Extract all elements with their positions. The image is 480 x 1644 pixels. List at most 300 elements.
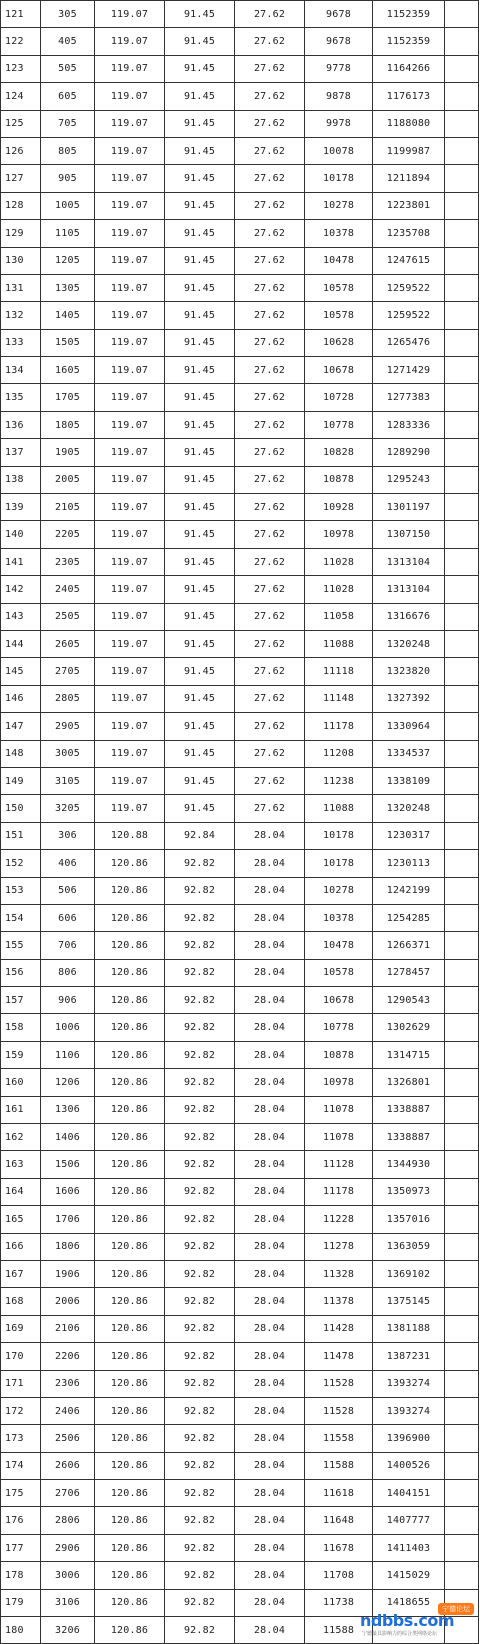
shared-area-cell: 27.62 — [235, 439, 305, 466]
inner-area-cell: 91.45 — [165, 740, 235, 767]
table-row — [1, 767, 479, 794]
table-row — [1, 1452, 479, 1479]
row-number-cell: 157 — [1, 987, 41, 1014]
empty-cell — [445, 822, 479, 849]
row-number-cell: 131 — [1, 274, 41, 301]
row-number-cell: 135 — [1, 384, 41, 411]
table-row — [1, 384, 479, 411]
unit-cell: 1206 — [41, 1069, 95, 1096]
empty-cell — [445, 959, 479, 986]
unit-price-cell: 10078 — [305, 137, 373, 164]
shared-area-cell: 28.04 — [235, 1370, 305, 1397]
inner-area-cell: 91.45 — [165, 302, 235, 329]
row-number-cell: 151 — [1, 822, 41, 849]
total-price-cell: 1313104 — [373, 548, 445, 575]
row-number-cell: 150 — [1, 795, 41, 822]
inner-area-cell: 91.45 — [165, 384, 235, 411]
gross-area-cell: 119.07 — [95, 55, 165, 82]
shared-area-cell: 28.04 — [235, 959, 305, 986]
row-number-cell: 162 — [1, 1124, 41, 1151]
table-row — [1, 959, 479, 986]
unit-cell: 2506 — [41, 1425, 95, 1452]
inner-area-cell: 91.45 — [165, 494, 235, 521]
shared-area-cell: 27.62 — [235, 247, 305, 274]
gross-area-cell: 119.07 — [95, 83, 165, 110]
unit-cell: 706 — [41, 932, 95, 959]
empty-cell — [445, 110, 479, 137]
table-row — [1, 329, 479, 356]
inner-area-cell: 91.45 — [165, 411, 235, 438]
total-price-cell: 1247615 — [373, 247, 445, 274]
empty-cell — [445, 1534, 479, 1561]
gross-area-cell: 119.07 — [95, 603, 165, 630]
total-price-cell: 1289290 — [373, 439, 445, 466]
total-price-cell: 1230317 — [373, 822, 445, 849]
shared-area-cell: 28.04 — [235, 1260, 305, 1287]
unit-cell: 1105 — [41, 220, 95, 247]
unit-price-cell: 11088 — [305, 630, 373, 657]
unit-price-cell: 10678 — [305, 987, 373, 1014]
shared-area-cell: 27.62 — [235, 302, 305, 329]
row-number-cell: 148 — [1, 740, 41, 767]
empty-cell — [445, 466, 479, 493]
inner-area-cell: 91.45 — [165, 439, 235, 466]
row-number-cell: 121 — [1, 1, 41, 28]
unit-cell: 3106 — [41, 1589, 95, 1616]
gross-area-cell: 119.07 — [95, 548, 165, 575]
inner-area-cell: 92.82 — [165, 1425, 235, 1452]
unit-cell: 1005 — [41, 192, 95, 219]
inner-area-cell: 92.82 — [165, 1315, 235, 1342]
row-number-cell: 127 — [1, 165, 41, 192]
empty-cell — [445, 192, 479, 219]
total-price-cell: 1295243 — [373, 466, 445, 493]
gross-area-cell: 120.86 — [95, 1069, 165, 1096]
inner-area-cell: 92.82 — [165, 1151, 235, 1178]
row-number-cell: 138 — [1, 466, 41, 493]
total-price-cell: 1393274 — [373, 1370, 445, 1397]
unit-cell: 2606 — [41, 1452, 95, 1479]
shared-area-cell: 27.62 — [235, 658, 305, 685]
total-price-cell: 1393274 — [373, 1397, 445, 1424]
shared-area-cell: 28.04 — [235, 1096, 305, 1123]
empty-cell — [445, 384, 479, 411]
table-row — [1, 439, 479, 466]
unit-price-cell: 9778 — [305, 55, 373, 82]
unit-price-cell: 11178 — [305, 1178, 373, 1205]
table-row — [1, 603, 479, 630]
row-number-cell: 155 — [1, 932, 41, 959]
unit-price-cell: 11478 — [305, 1343, 373, 1370]
table-row — [1, 850, 479, 877]
unit-price-cell: 10478 — [305, 932, 373, 959]
inner-area-cell: 92.82 — [165, 904, 235, 931]
table-row — [1, 466, 479, 493]
empty-cell — [445, 137, 479, 164]
gross-area-cell: 119.07 — [95, 247, 165, 274]
unit-cell: 305 — [41, 1, 95, 28]
total-price-cell: 1199987 — [373, 137, 445, 164]
inner-area-cell: 92.82 — [165, 1343, 235, 1370]
row-number-cell: 140 — [1, 521, 41, 548]
gross-area-cell: 120.86 — [95, 1315, 165, 1342]
total-price-cell: 1316676 — [373, 603, 445, 630]
row-number-cell: 153 — [1, 877, 41, 904]
table-row — [1, 55, 479, 82]
total-price-cell: 1375145 — [373, 1288, 445, 1315]
inner-area-cell: 92.82 — [165, 877, 235, 904]
unit-cell: 605 — [41, 83, 95, 110]
unit-price-cell: 11558 — [305, 1425, 373, 1452]
unit-price-cell: 10678 — [305, 357, 373, 384]
unit-price-cell: 11648 — [305, 1507, 373, 1534]
unit-price-cell: 11128 — [305, 1151, 373, 1178]
total-price-cell: 1254285 — [373, 904, 445, 931]
row-number-cell: 154 — [1, 904, 41, 931]
table-row — [1, 1124, 479, 1151]
table-row — [1, 795, 479, 822]
gross-area-cell: 119.07 — [95, 110, 165, 137]
empty-cell — [445, 274, 479, 301]
row-number-cell: 123 — [1, 55, 41, 82]
table-row — [1, 1, 479, 28]
gross-area-cell: 120.86 — [95, 1589, 165, 1616]
gross-area-cell: 120.86 — [95, 1151, 165, 1178]
unit-cell: 1905 — [41, 439, 95, 466]
unit-price-cell: 11178 — [305, 713, 373, 740]
table-row — [1, 494, 479, 521]
unit-cell: 3105 — [41, 767, 95, 794]
table-body — [1, 1, 479, 1644]
row-number-cell: 125 — [1, 110, 41, 137]
table-row — [1, 1425, 479, 1452]
inner-area-cell: 92.82 — [165, 1452, 235, 1479]
gross-area-cell: 120.86 — [95, 850, 165, 877]
total-price-cell: 1266371 — [373, 932, 445, 959]
row-number-cell: 178 — [1, 1562, 41, 1589]
shared-area-cell: 27.62 — [235, 767, 305, 794]
gross-area-cell: 120.88 — [95, 822, 165, 849]
table-row — [1, 357, 479, 384]
inner-area-cell: 91.45 — [165, 685, 235, 712]
table-row — [1, 822, 479, 849]
shared-area-cell: 28.04 — [235, 904, 305, 931]
unit-cell: 905 — [41, 165, 95, 192]
unit-price-cell: 10378 — [305, 220, 373, 247]
empty-cell — [445, 494, 479, 521]
inner-area-cell: 92.82 — [165, 932, 235, 959]
unit-cell: 3205 — [41, 795, 95, 822]
inner-area-cell: 92.82 — [165, 1178, 235, 1205]
unit-price-cell: 11708 — [305, 1562, 373, 1589]
gross-area-cell: 119.07 — [95, 357, 165, 384]
total-price-cell: 1277383 — [373, 384, 445, 411]
gross-area-cell: 119.07 — [95, 165, 165, 192]
unit-price-cell: 9878 — [305, 83, 373, 110]
table-row — [1, 740, 479, 767]
shared-area-cell: 27.62 — [235, 466, 305, 493]
unit-cell: 2505 — [41, 603, 95, 630]
watermark-logo: ndbbs.com — [360, 1611, 454, 1630]
row-number-cell: 124 — [1, 83, 41, 110]
total-price-cell: 1301197 — [373, 494, 445, 521]
unit-cell: 2605 — [41, 630, 95, 657]
unit-price-cell: 10978 — [305, 1069, 373, 1096]
unit-cell: 1305 — [41, 274, 95, 301]
table-row — [1, 1534, 479, 1561]
table-row — [1, 1151, 479, 1178]
unit-cell: 2005 — [41, 466, 95, 493]
shared-area-cell: 27.62 — [235, 329, 305, 356]
gross-area-cell: 119.07 — [95, 466, 165, 493]
inner-area-cell: 92.82 — [165, 1124, 235, 1151]
shared-area-cell: 27.62 — [235, 576, 305, 603]
shared-area-cell: 27.62 — [235, 274, 305, 301]
gross-area-cell: 120.86 — [95, 1343, 165, 1370]
shared-area-cell: 28.04 — [235, 1315, 305, 1342]
empty-cell — [445, 932, 479, 959]
unit-cell: 1106 — [41, 1041, 95, 1068]
empty-cell — [445, 1178, 479, 1205]
row-number-cell: 161 — [1, 1096, 41, 1123]
shared-area-cell: 27.62 — [235, 521, 305, 548]
gross-area-cell: 120.86 — [95, 1206, 165, 1233]
inner-area-cell: 91.45 — [165, 55, 235, 82]
inner-area-cell: 91.45 — [165, 165, 235, 192]
unit-price-cell: 10778 — [305, 1014, 373, 1041]
unit-cell: 1706 — [41, 1206, 95, 1233]
row-number-cell: 174 — [1, 1452, 41, 1479]
inner-area-cell: 92.84 — [165, 822, 235, 849]
total-price-cell: 1404151 — [373, 1480, 445, 1507]
total-price-cell: 1211894 — [373, 165, 445, 192]
inner-area-cell: 91.45 — [165, 548, 235, 575]
inner-area-cell: 91.45 — [165, 220, 235, 247]
table-row — [1, 411, 479, 438]
inner-area-cell: 92.82 — [165, 1260, 235, 1287]
empty-cell — [445, 1507, 479, 1534]
shared-area-cell: 28.04 — [235, 1397, 305, 1424]
inner-area-cell: 91.45 — [165, 521, 235, 548]
table-row — [1, 1370, 479, 1397]
shared-area-cell: 27.62 — [235, 411, 305, 438]
inner-area-cell: 92.82 — [165, 1014, 235, 1041]
empty-cell — [445, 1370, 479, 1397]
row-number-cell: 171 — [1, 1370, 41, 1397]
unit-price-cell: 11528 — [305, 1397, 373, 1424]
unit-price-cell: 10278 — [305, 877, 373, 904]
unit-cell: 3005 — [41, 740, 95, 767]
inner-area-cell: 92.82 — [165, 1370, 235, 1397]
table-row — [1, 987, 479, 1014]
unit-price-cell: 10578 — [305, 959, 373, 986]
gross-area-cell: 120.86 — [95, 959, 165, 986]
unit-cell: 606 — [41, 904, 95, 931]
unit-cell: 805 — [41, 137, 95, 164]
row-number-cell: 141 — [1, 548, 41, 575]
gross-area-cell: 120.86 — [95, 932, 165, 959]
gross-area-cell: 120.86 — [95, 1480, 165, 1507]
table-row — [1, 630, 479, 657]
total-price-cell: 1188080 — [373, 110, 445, 137]
total-price-cell: 1338887 — [373, 1096, 445, 1123]
total-price-cell: 1265476 — [373, 329, 445, 356]
table-row — [1, 110, 479, 137]
total-price-cell: 1259522 — [373, 274, 445, 301]
table-row — [1, 548, 479, 575]
empty-cell — [445, 1233, 479, 1260]
empty-cell — [445, 658, 479, 685]
gross-area-cell: 119.07 — [95, 685, 165, 712]
empty-cell — [445, 548, 479, 575]
shared-area-cell: 27.62 — [235, 740, 305, 767]
total-price-cell: 1326801 — [373, 1069, 445, 1096]
inner-area-cell: 91.45 — [165, 767, 235, 794]
total-price-cell: 1320248 — [373, 630, 445, 657]
unit-cell: 2306 — [41, 1370, 95, 1397]
unit-cell: 2806 — [41, 1507, 95, 1534]
row-number-cell: 143 — [1, 603, 41, 630]
empty-cell — [445, 713, 479, 740]
unit-cell: 505 — [41, 55, 95, 82]
gross-area-cell: 119.07 — [95, 576, 165, 603]
empty-cell — [445, 1069, 479, 1096]
shared-area-cell: 27.62 — [235, 220, 305, 247]
gross-area-cell: 120.86 — [95, 987, 165, 1014]
table-row — [1, 576, 479, 603]
empty-cell — [445, 247, 479, 274]
row-number-cell: 136 — [1, 411, 41, 438]
inner-area-cell: 92.82 — [165, 1206, 235, 1233]
table-row — [1, 877, 479, 904]
unit-cell: 2906 — [41, 1534, 95, 1561]
inner-area-cell: 91.45 — [165, 274, 235, 301]
site-watermark — [360, 1603, 478, 1637]
unit-price-cell: 10178 — [305, 850, 373, 877]
unit-cell: 2305 — [41, 548, 95, 575]
gross-area-cell: 120.86 — [95, 1397, 165, 1424]
unit-cell: 806 — [41, 959, 95, 986]
total-price-cell: 1400526 — [373, 1452, 445, 1479]
table-row — [1, 685, 479, 712]
unit-price-cell: 11528 — [305, 1370, 373, 1397]
unit-cell: 1606 — [41, 1178, 95, 1205]
table-row — [1, 1480, 479, 1507]
unit-price-cell: 11278 — [305, 1233, 373, 1260]
table-row — [1, 932, 479, 959]
shared-area-cell: 28.04 — [235, 822, 305, 849]
total-price-cell: 1330964 — [373, 713, 445, 740]
gross-area-cell: 119.07 — [95, 795, 165, 822]
shared-area-cell: 28.04 — [235, 850, 305, 877]
shared-area-cell: 27.62 — [235, 55, 305, 82]
inner-area-cell: 91.45 — [165, 137, 235, 164]
table-row — [1, 1260, 479, 1287]
table-row — [1, 165, 479, 192]
total-price-cell: 1271429 — [373, 357, 445, 384]
unit-price-cell: 11118 — [305, 658, 373, 685]
shared-area-cell: 27.62 — [235, 603, 305, 630]
total-price-cell: 1313104 — [373, 576, 445, 603]
unit-price-cell: 11088 — [305, 795, 373, 822]
empty-cell — [445, 165, 479, 192]
unit-price-cell: 10178 — [305, 822, 373, 849]
row-number-cell: 122 — [1, 28, 41, 55]
unit-cell: 2406 — [41, 1397, 95, 1424]
inner-area-cell: 91.45 — [165, 795, 235, 822]
unit-price-cell: 11058 — [305, 603, 373, 630]
unit-price-cell: 10878 — [305, 1041, 373, 1068]
total-price-cell: 1334537 — [373, 740, 445, 767]
shared-area-cell: 27.62 — [235, 685, 305, 712]
empty-cell — [445, 603, 479, 630]
gross-area-cell: 119.07 — [95, 302, 165, 329]
shared-area-cell: 28.04 — [235, 1617, 305, 1644]
empty-cell — [445, 1480, 479, 1507]
inner-area-cell: 92.82 — [165, 1562, 235, 1589]
unit-cell: 2706 — [41, 1480, 95, 1507]
empty-cell — [445, 1397, 479, 1424]
row-number-cell: 132 — [1, 302, 41, 329]
inner-area-cell: 92.82 — [165, 1534, 235, 1561]
unit-cell: 1605 — [41, 357, 95, 384]
table-row — [1, 1288, 479, 1315]
unit-price-cell: 10928 — [305, 494, 373, 521]
unit-price-cell: 10878 — [305, 466, 373, 493]
unit-cell: 1506 — [41, 1151, 95, 1178]
unit-price-cell: 11618 — [305, 1480, 373, 1507]
inner-area-cell: 92.82 — [165, 1397, 235, 1424]
row-number-cell: 156 — [1, 959, 41, 986]
watermark-badge: 宁德论坛 — [438, 1603, 474, 1615]
unit-cell: 3206 — [41, 1617, 95, 1644]
shared-area-cell: 27.62 — [235, 713, 305, 740]
total-price-cell: 1302629 — [373, 1014, 445, 1041]
unit-cell: 1405 — [41, 302, 95, 329]
unit-price-cell: 11208 — [305, 740, 373, 767]
unit-cell: 405 — [41, 28, 95, 55]
row-number-cell: 159 — [1, 1041, 41, 1068]
gross-area-cell: 119.07 — [95, 411, 165, 438]
empty-cell — [445, 877, 479, 904]
total-price-cell: 1176173 — [373, 83, 445, 110]
unit-cell: 1205 — [41, 247, 95, 274]
shared-area-cell: 28.04 — [235, 1014, 305, 1041]
table-row — [1, 1397, 479, 1424]
unit-price-cell: 10578 — [305, 274, 373, 301]
total-price-cell: 1223801 — [373, 192, 445, 219]
inner-area-cell: 91.45 — [165, 630, 235, 657]
total-price-cell: 1396900 — [373, 1425, 445, 1452]
empty-cell — [445, 795, 479, 822]
shared-area-cell: 27.62 — [235, 192, 305, 219]
unit-cell: 1306 — [41, 1096, 95, 1123]
table-row — [1, 274, 479, 301]
total-price-cell: 1242199 — [373, 877, 445, 904]
empty-cell — [445, 904, 479, 931]
shared-area-cell: 28.04 — [235, 1507, 305, 1534]
inner-area-cell: 91.45 — [165, 466, 235, 493]
total-price-cell: 1411403 — [373, 1534, 445, 1561]
gross-area-cell: 119.07 — [95, 1, 165, 28]
table-row — [1, 1562, 479, 1589]
unit-price-cell: 9678 — [305, 1, 373, 28]
row-number-cell: 158 — [1, 1014, 41, 1041]
inner-area-cell: 92.82 — [165, 1480, 235, 1507]
empty-cell — [445, 987, 479, 1014]
unit-cell: 1806 — [41, 1233, 95, 1260]
table-row — [1, 1069, 479, 1096]
